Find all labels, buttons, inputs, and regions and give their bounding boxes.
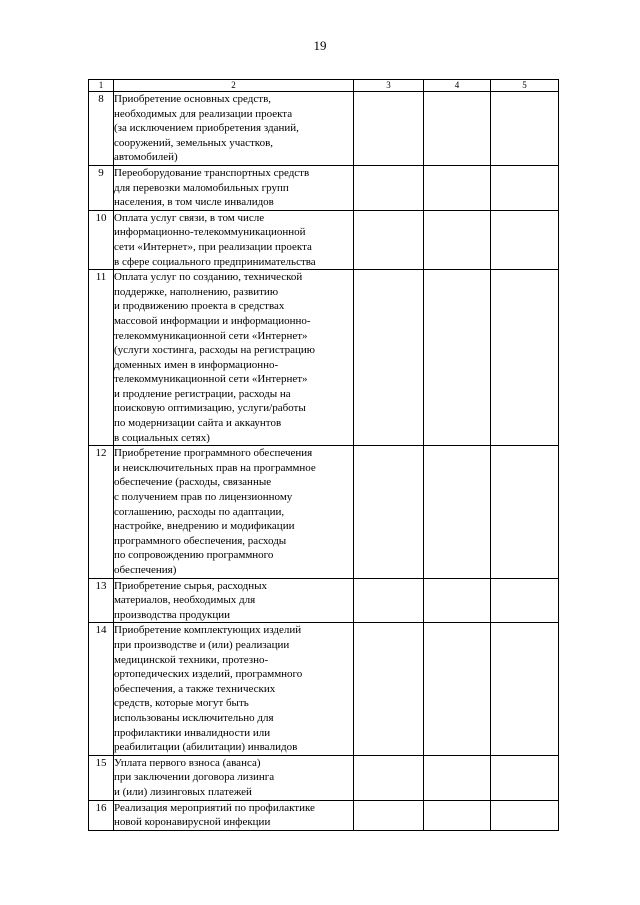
- cell-col-4: [424, 755, 491, 800]
- cell-col-4: [424, 623, 491, 755]
- cell-col-4: [424, 165, 491, 210]
- expense-name: Реализация мероприятий по профилактике новой коронавирусной инфекции: [114, 800, 354, 830]
- cell-col-3: [354, 270, 424, 446]
- row-number: 12: [89, 446, 114, 578]
- cell-col-4: [424, 270, 491, 446]
- table-row: [89, 210, 559, 269]
- cell-col-5: [491, 270, 559, 446]
- row-number: 9: [89, 165, 114, 210]
- table-row: [89, 92, 559, 166]
- cell-col-4: [424, 210, 491, 269]
- cell-col-3: [354, 210, 424, 269]
- expense-name: Уплата первого взноса (аванса) при заключении договора лизинга и (или) лизинговых платежей: [114, 755, 354, 800]
- table-row: [89, 446, 559, 578]
- cell-col-3: [354, 578, 424, 623]
- table-row: [89, 623, 559, 755]
- row-number: 13: [89, 578, 114, 623]
- expense-name: Приобретение программного обеспечения и неисключительных прав на программное обеспечение (расходы, связанные с получением прав по лицензионному соглашению, расходы по адаптации, настройке, внедрению и модификации программного обеспечения, расходы по сопровождению программного обеспечения): [114, 446, 354, 578]
- expense-name: Переоборудование транспортных средств для перевозки маломобильных групп населения, в том числе инвалидов: [114, 165, 354, 210]
- cell-col-3: [354, 755, 424, 800]
- header-col-3: 3: [354, 80, 424, 92]
- cell-col-3: [354, 623, 424, 755]
- table-row: [89, 755, 559, 800]
- row-number: 11: [89, 270, 114, 446]
- cell-col-5: [491, 800, 559, 830]
- header-row: [89, 80, 559, 92]
- cell-col-5: [491, 755, 559, 800]
- expense-name: Оплата услуг связи, в том числе информационно-телекоммуникационной сети «Интернет», при реализации проекта в сфере социального предпринимательства: [114, 210, 354, 269]
- row-number: 10: [89, 210, 114, 269]
- cell-col-5: [491, 446, 559, 578]
- header-col-2: 2: [114, 80, 354, 92]
- cell-col-4: [424, 92, 491, 166]
- page-number: 19: [313, 38, 327, 53]
- cell-col-5: [491, 210, 559, 269]
- cell-col-5: [491, 165, 559, 210]
- table-row: [89, 578, 559, 623]
- cell-col-5: [491, 578, 559, 623]
- header-col-5: 5: [491, 80, 559, 92]
- cell-col-5: [491, 623, 559, 755]
- row-number: 8: [89, 92, 114, 166]
- expense-name: Приобретение комплектующих изделий при производстве и (или) реализации медицинской техники, протезно- ортопедических изделий, программного обеспечения, а также технических средств, которые могут быть использованы исключительно для профилактики инвалидности или реабилитации (абилитации) инвалидов: [114, 623, 354, 755]
- row-number: 16: [89, 800, 114, 830]
- row-number: 15: [89, 755, 114, 800]
- cell-col-4: [424, 578, 491, 623]
- table-row: [89, 800, 559, 830]
- expense-name: Приобретение основных средств, необходимых для реализации проекта (за исключением приобретения зданий, сооружений, земельных участков, автомобилей): [114, 92, 354, 166]
- expense-name: Оплата услуг по созданию, технической поддержке, наполнению, развитию и продвижению проекта в средствах массовой информации и информационно- телекоммуникационной сети «Интернет» (услуги хостинга, расходы на регистрацию доменных имен в информационно- телекоммуникационной сети «Интернет» и продление регистрации, расходы на поисковую оптимизацию, услуги/работы по модернизации сайта и аккаунтов в социальных сетях): [114, 270, 354, 446]
- cell-col-3: [354, 446, 424, 578]
- cell-col-3: [354, 92, 424, 166]
- header-col-1: 1: [89, 80, 114, 92]
- cell-col-3: [354, 800, 424, 830]
- expense-table: [88, 79, 559, 831]
- cell-col-4: [424, 800, 491, 830]
- header-col-4: 4: [424, 80, 491, 92]
- row-number: 14: [89, 623, 114, 755]
- cell-col-3: [354, 165, 424, 210]
- table-row: [89, 165, 559, 210]
- table-row: [89, 270, 559, 446]
- cell-col-4: [424, 446, 491, 578]
- cell-col-5: [491, 92, 559, 166]
- expense-name: Приобретение сырья, расходных материалов, необходимых для производства продукции: [114, 578, 354, 623]
